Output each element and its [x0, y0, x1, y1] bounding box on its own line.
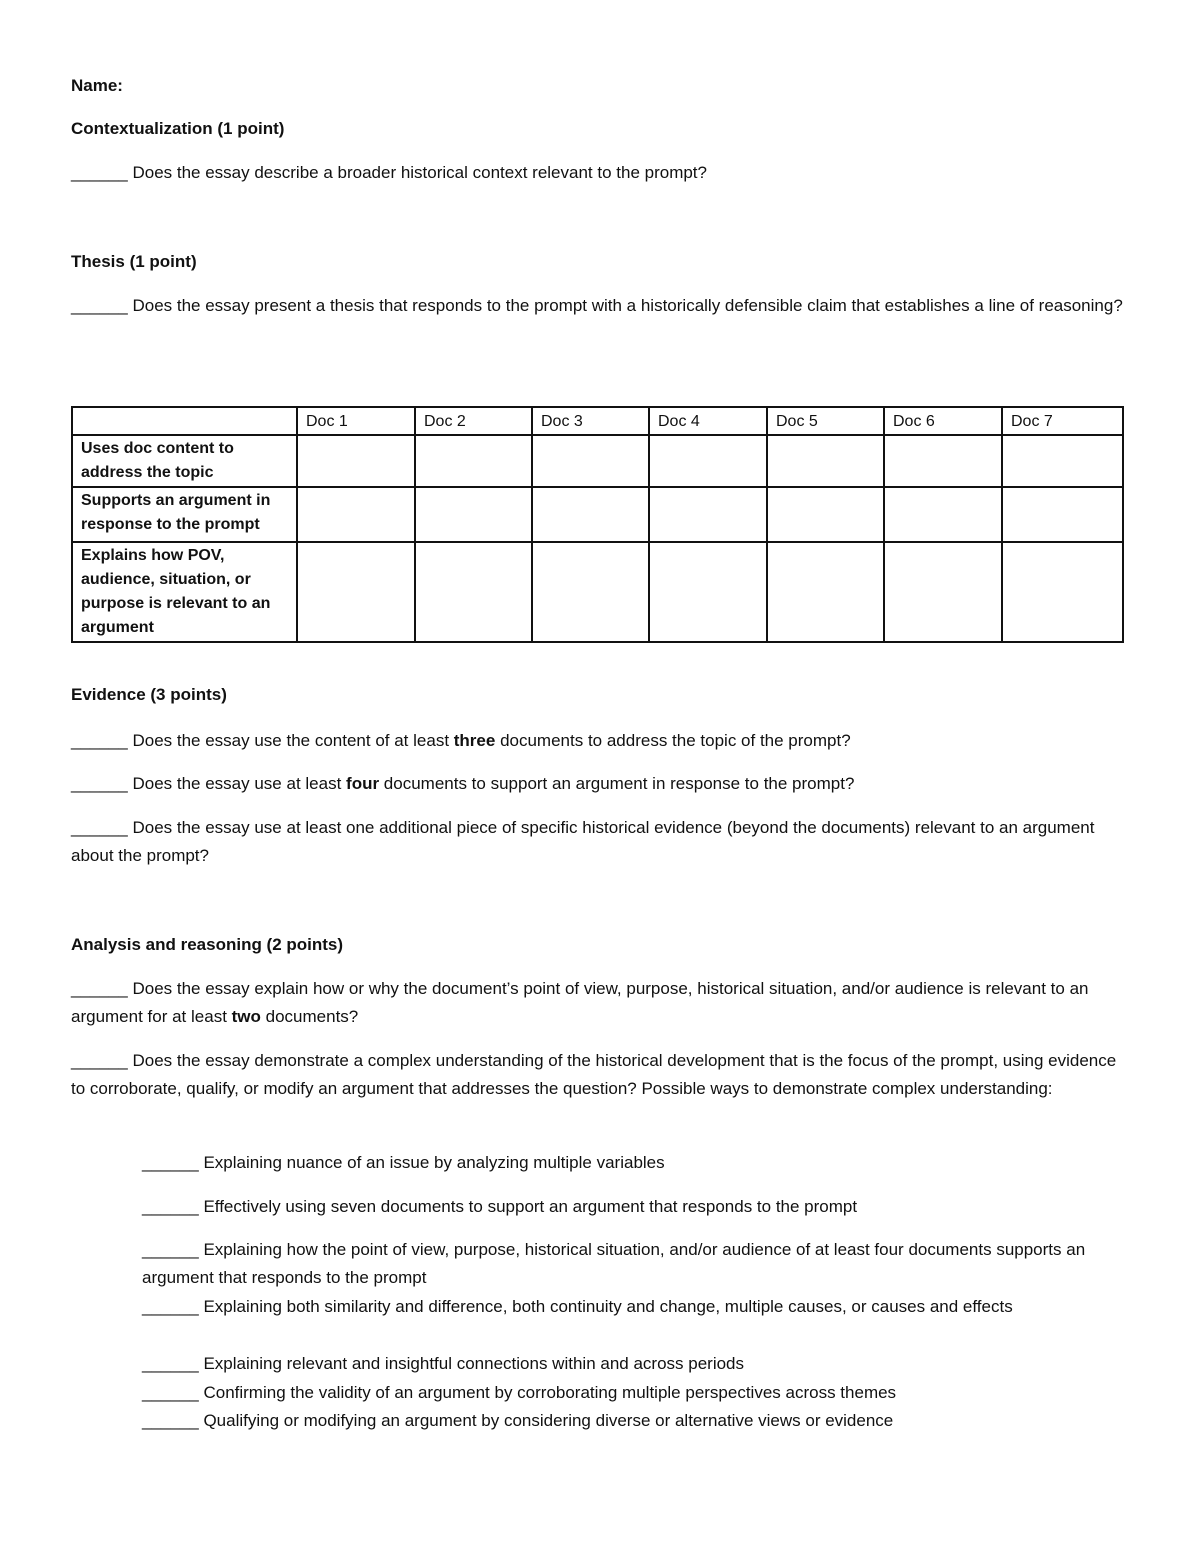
- complexity-option: [142, 1236, 1132, 1292]
- emphasis-text: three: [453, 731, 496, 750]
- question-text: Does the essay describe a broader historical context relevant to the prompt?: [127, 163, 707, 182]
- column-header-doc-1: Doc 1: [297, 407, 415, 435]
- document-checklist-table: [71, 406, 1124, 643]
- table-cell[interactable]: [532, 487, 649, 542]
- table-header-row: [72, 407, 1123, 435]
- option-text: Qualifying or modifying an argument by considering diverse or alternative views or evidence: [198, 1411, 894, 1430]
- option-text: Effectively using seven documents to support an argument that responds to the prompt: [198, 1197, 858, 1216]
- answer-blank[interactable]: ______: [142, 1153, 199, 1172]
- table-cell[interactable]: [884, 542, 1002, 642]
- evidence-heading: Evidence (3 points): [71, 685, 227, 704]
- column-header-doc-5: Doc 5: [767, 407, 884, 435]
- emphasis-text: four: [346, 774, 380, 793]
- row-header-sourcing: Explains how POV, audience, situation, or purpose is relevant to an argument: [72, 542, 297, 642]
- answer-blank[interactable]: ______: [142, 1411, 199, 1430]
- table-cell[interactable]: [649, 487, 767, 542]
- answer-blank[interactable]: ______: [71, 296, 128, 315]
- table-cell[interactable]: [649, 435, 767, 487]
- answer-blank[interactable]: ______: [71, 731, 128, 750]
- column-header-doc-3: Doc 3: [532, 407, 649, 435]
- table-cell[interactable]: [1002, 435, 1123, 487]
- answer-blank[interactable]: ______: [71, 163, 128, 182]
- table-cell[interactable]: [415, 435, 532, 487]
- question-text: Does the essay use at least one additional piece of specific historical evidence (beyond the documents) relevant to an argument about the prompt?: [71, 818, 1095, 865]
- answer-blank[interactable]: ______: [142, 1354, 199, 1373]
- row-header-argument: Supports an argument in response to the prompt: [72, 487, 297, 542]
- table-cell[interactable]: [532, 542, 649, 642]
- question-text: Does the essay use at least: [127, 774, 347, 793]
- emphasis-text: two: [231, 1007, 261, 1026]
- name-label: Name:: [71, 76, 123, 95]
- column-header-doc-2: Doc 2: [415, 407, 532, 435]
- table-cell[interactable]: [884, 487, 1002, 542]
- table-cell[interactable]: [884, 435, 1002, 487]
- answer-blank[interactable]: ______: [71, 1051, 128, 1070]
- evidence-question-1: [71, 727, 851, 755]
- row-header-content: Uses doc content to address the topic: [72, 435, 297, 487]
- contextualization-question: [71, 159, 707, 187]
- table-corner-cell: [72, 407, 297, 435]
- complexity-option: [142, 1379, 896, 1407]
- option-text: Explaining relevant and insightful connections within and across periods: [198, 1354, 745, 1373]
- question-text: Does the essay explain how or why the document’s point of view, purpose, historical situation, and/or audience is relevant to an argument for at least: [71, 979, 1089, 1026]
- table-cell[interactable]: [767, 435, 884, 487]
- table-cell[interactable]: [649, 542, 767, 642]
- table-row: [72, 487, 1123, 542]
- column-header-doc-7: Doc 7: [1002, 407, 1123, 435]
- answer-blank[interactable]: ______: [142, 1383, 199, 1402]
- option-text: Explaining how the point of view, purpose, historical situation, and/or audience of at least four documents supports an argument that responds to the prompt: [142, 1240, 1086, 1287]
- table-cell[interactable]: [1002, 542, 1123, 642]
- column-header-doc-6: Doc 6: [884, 407, 1002, 435]
- thesis-question: [71, 292, 1133, 320]
- analysis-question-2: [71, 1047, 1133, 1103]
- table-row: [72, 435, 1123, 487]
- analysis-heading: Analysis and reasoning (2 points): [71, 935, 344, 954]
- complexity-option: [142, 1350, 744, 1378]
- question-text: Does the essay use the content of at least: [127, 731, 454, 750]
- question-text: Does the essay present a thesis that responds to the prompt with a historically defensible claim that establishes a line of reasoning?: [127, 296, 1123, 315]
- table-cell[interactable]: [297, 435, 415, 487]
- option-text: Confirming the validity of an argument by corroborating multiple perspectives across themes: [198, 1383, 897, 1402]
- answer-blank[interactable]: ______: [71, 818, 128, 837]
- table-cell[interactable]: [767, 542, 884, 642]
- table-cell[interactable]: [532, 435, 649, 487]
- evidence-question-3: [71, 814, 1133, 870]
- option-text: Explaining both similarity and difference, both continuity and change, multiple causes, or causes and effects: [198, 1297, 1013, 1316]
- question-text: Does the essay demonstrate a complex understanding of the historical development that is the focus of the prompt, using evidence to corroborate, qualify, or modify an argument that addresses the question? Possible ways to demonstrate complex understanding:: [71, 1051, 1117, 1098]
- answer-blank[interactable]: ______: [142, 1297, 199, 1316]
- table-cell[interactable]: [767, 487, 884, 542]
- answer-blank[interactable]: ______: [71, 774, 128, 793]
- table-cell[interactable]: [297, 542, 415, 642]
- question-text: documents to address the topic of the prompt?: [495, 731, 851, 750]
- complexity-option: [142, 1149, 665, 1177]
- option-text: Explaining nuance of an issue by analyzing multiple variables: [198, 1153, 665, 1172]
- evidence-question-2: [71, 770, 854, 798]
- question-text: documents?: [260, 1007, 359, 1026]
- table-cell[interactable]: [415, 542, 532, 642]
- question-text: documents to support an argument in response to the prompt?: [379, 774, 855, 793]
- table-cell[interactable]: [1002, 487, 1123, 542]
- column-header-doc-4: Doc 4: [649, 407, 767, 435]
- complexity-option: [142, 1407, 893, 1435]
- answer-blank[interactable]: ______: [142, 1240, 199, 1259]
- complexity-option: [142, 1193, 857, 1221]
- analysis-question-1: [71, 975, 1133, 1031]
- answer-blank[interactable]: ______: [142, 1197, 199, 1216]
- table-row: [72, 542, 1123, 642]
- table-cell[interactable]: [415, 487, 532, 542]
- table-cell[interactable]: [297, 487, 415, 542]
- answer-blank[interactable]: ______: [71, 979, 128, 998]
- complexity-option: [142, 1293, 1132, 1321]
- contextualization-heading: Contextualization (1 point): [71, 119, 285, 138]
- thesis-heading: Thesis (1 point): [71, 252, 197, 271]
